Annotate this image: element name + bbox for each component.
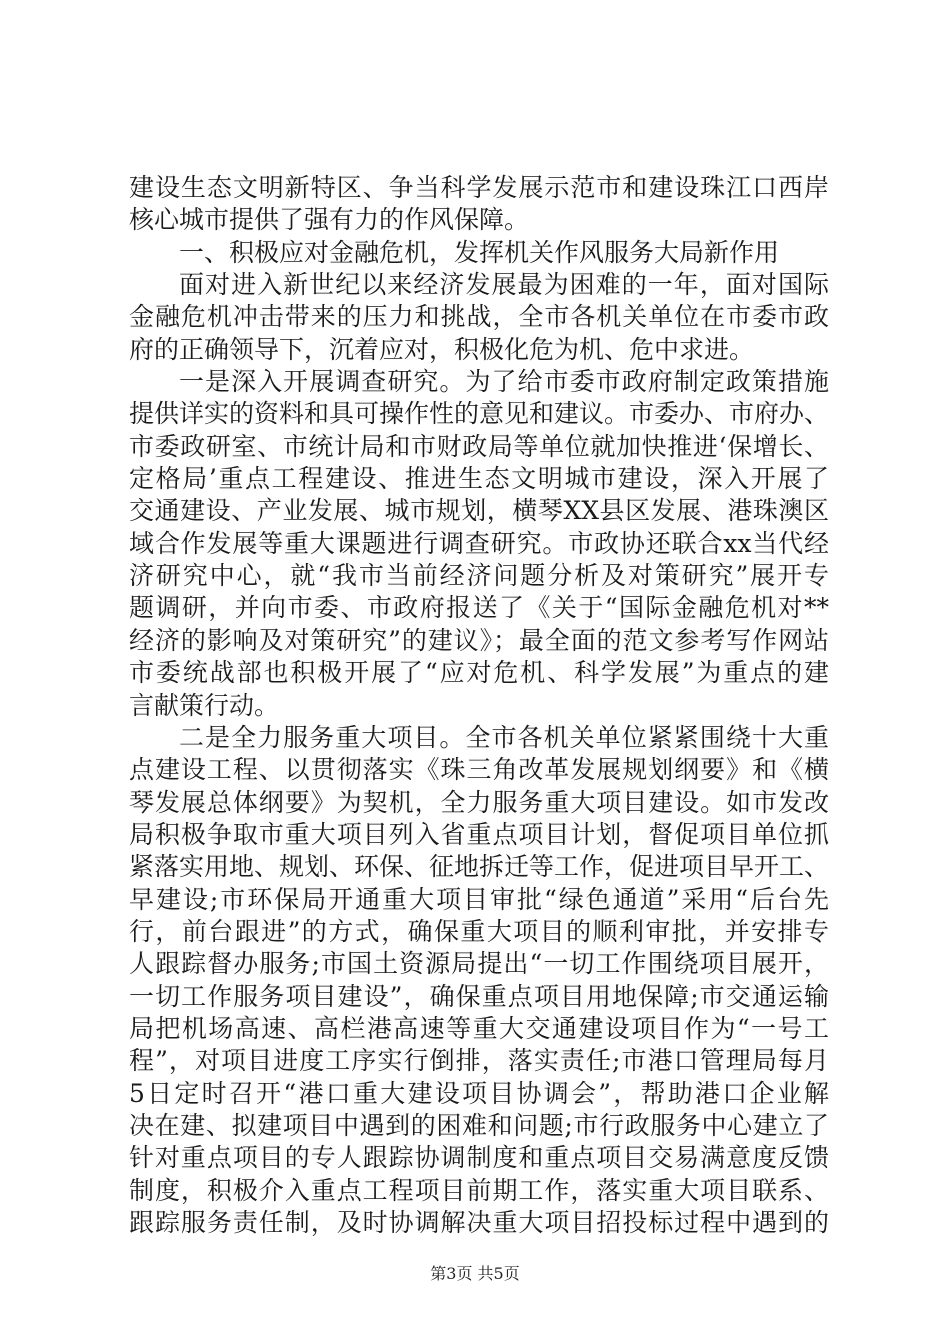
- text-line: 定格局’重点工程建设、推进生态文明城市建设，深入开展了: [129, 464, 829, 494]
- text-line: 建设生态文明新特区、争当科学发展示范市和建设珠江口西岸: [129, 173, 829, 202]
- text-line: 提供详实的资料和具可操作性的意见和建议。市委办、市府办、: [129, 399, 830, 429]
- text-line: 经济的影响及对策研究”的建议》；最全面的范文参考写作网站: [129, 625, 829, 655]
- text-line: 交通建设、产业发展、城市规划，横琴XX县区发展、港珠澳区: [129, 496, 829, 526]
- text-line: 金融危机冲击带来的压力和挑战，全市各机关单位在市委市政: [129, 302, 829, 332]
- text-line: 一是深入开展调查研究。为了给市委市政府制定政策措施: [179, 367, 829, 397]
- document-body: [129, 172, 829, 1239]
- text-line: 局把机场高速、高栏港高速等重大交通建设项目作为“一号工: [129, 1013, 829, 1043]
- text-line: 琴发展总体纲要》为契机，全力服务重大项目建设。如市发改: [129, 787, 829, 817]
- text-line: 市委政研室、市统计局和市财政局等单位就加快推进‘保增长、: [129, 431, 829, 461]
- page-footer: 第3页 共5页: [430, 1264, 520, 1283]
- text-line: 决在建、拟建项目中遇到的困难和问题;市行政服务中心建立了: [129, 1110, 829, 1140]
- text-line: 题调研，并向市委、市政府报送了《关于“国际金融危机对**: [129, 593, 829, 623]
- text-line: 言献策行动。: [129, 690, 280, 720]
- text-line: 二是全力服务重大项目。全市各机关单位紧紧围绕十大重: [179, 722, 829, 752]
- text-line: 局积极争取市重大项目列入省重点项目计划，督促项目单位抓: [129, 819, 829, 849]
- text-line: 制度，积极介入重点工程项目前期工作，落实重大项目联系、: [129, 1175, 829, 1205]
- text-line: 程”，对项目进度工序实行倒排，落实责任;市港口管理局每月: [129, 1046, 829, 1076]
- text-line: 针对重点项目的专人跟踪协调制度和重点项目交易满意度反馈: [129, 1143, 829, 1173]
- text-line: 济研究中心，就“我市当前经济问题分析及对策研究”展开专: [129, 561, 829, 591]
- text-line: 5日定时召开“港口重大建设项目协调会”，帮助港口企业解: [129, 1078, 829, 1108]
- text-line: 点建设工程、以贯彻落实《珠三角改革发展规划纲要》和《横: [129, 755, 829, 785]
- text-line: 紧落实用地、规划、环保、征地拆迁等工作，促进项目早开工、: [129, 852, 830, 882]
- text-line: 早建设;市环保局开通重大项目审批“绿色通道”采用“后台先: [129, 884, 829, 914]
- text-line: 核心城市提供了强有力的作风保障。: [129, 205, 530, 235]
- text-line: 面对进入新世纪以来经济发展最为困难的一年，面对国际: [179, 270, 829, 300]
- text-line: 域合作发展等重大课题进行调查研究。市政协还联合xx当代经: [129, 528, 829, 558]
- text-line: 跟踪服务责任制，及时协调解决重大项目招投标过程中遇到的: [129, 1208, 829, 1237]
- text-line: 人跟踪督办服务;市国土资源局提出“一切工作围绕项目展开，: [129, 949, 829, 979]
- text-line: 一切工作服务项目建设”，确保重点项目用地保障;市交通运输: [129, 981, 829, 1011]
- text-line: 行，前台跟进”的方式，确保重大项目的顺利审批，并安排专: [129, 916, 829, 946]
- text-line: 府的正确领导下，沉着应对，积极化危为机、危中求进。: [129, 334, 755, 364]
- text-line: 市委统战部也积极开展了“应对危机、科学发展”为重点的建: [129, 658, 829, 688]
- text-line: 一、积极应对金融危机，发挥机关作风服务大局新作用: [179, 237, 780, 267]
